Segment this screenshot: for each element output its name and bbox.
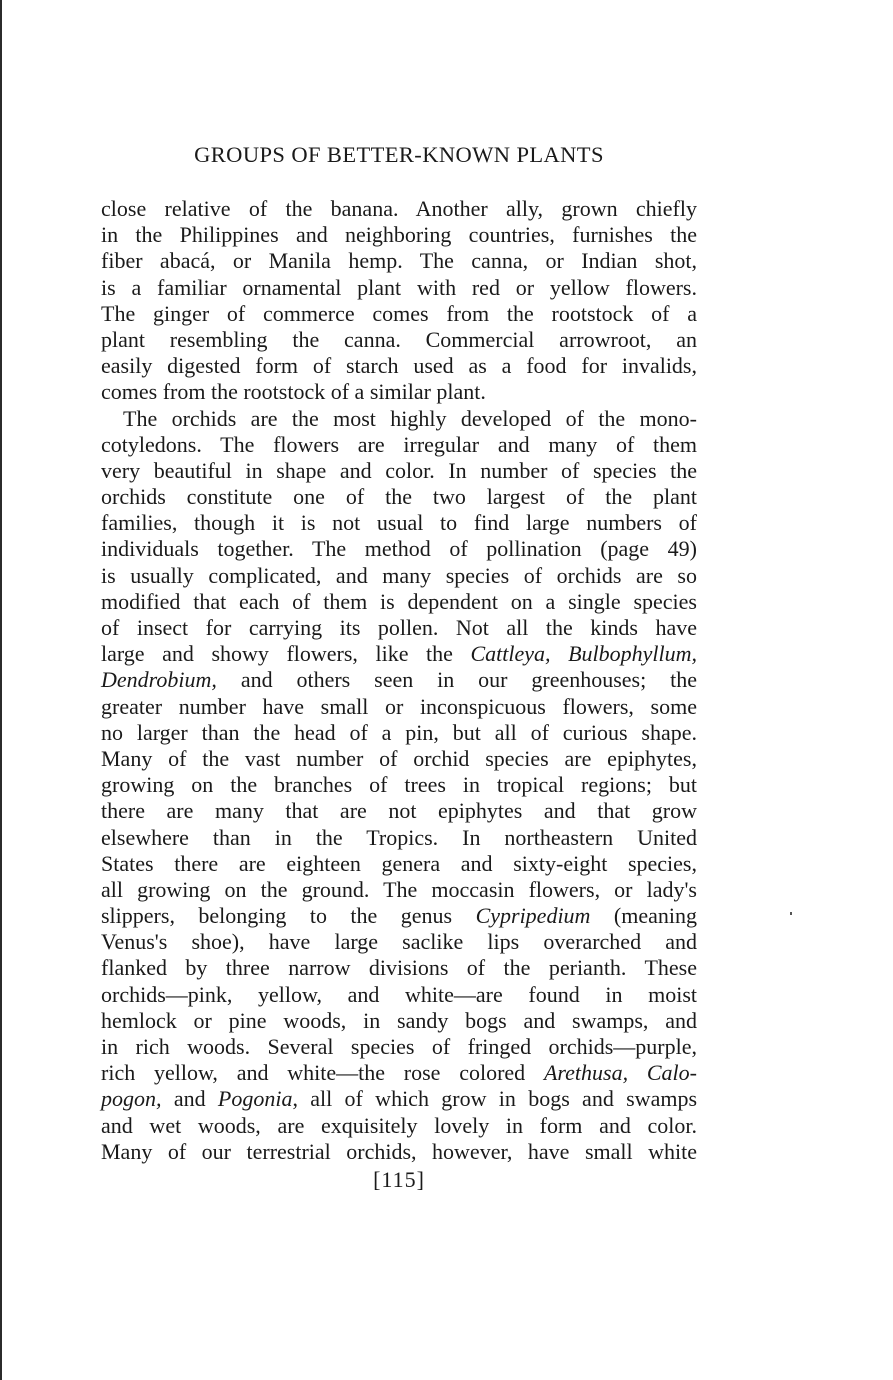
italic-genus-cattleya: Cattleya, — [470, 641, 551, 667]
text-line: comes from the rootstock of a similar plant. — [101, 379, 486, 405]
text-run: and — [173, 1086, 206, 1112]
text-line: growing on the branches of trees in tropical regions; but — [101, 772, 697, 798]
text-line — [101, 667, 697, 693]
text-line: The ginger of commerce comes from the rootstock of a — [101, 300, 697, 326]
text-line: no larger than the head of a pin, but all of curious shape. — [101, 719, 697, 745]
italic-genus-pogonia: Pogonia — [217, 1086, 293, 1112]
italic-genus-calopogon-end: pogon, — [101, 1086, 162, 1112]
text-line — [101, 1086, 697, 1112]
page-edge-shadow — [0, 0, 2, 1380]
text-line: plant resembling the canna. Commercial arrowroot, an — [101, 326, 697, 352]
italic-genus-calopogon-start: Calo- — [646, 1060, 697, 1086]
text-line: States there are eighteen genera and sixty-eight species, — [101, 850, 697, 876]
text-run: (meaning — [613, 903, 698, 929]
text-run: , all of which grow in bogs and swamps — [292, 1086, 698, 1112]
text-line: modified that each of them is dependent on a single species — [101, 588, 697, 614]
text-line: there are many that are not epiphytes and that grow — [101, 798, 697, 824]
italic-genus-arethusa: Arethusa, — [543, 1060, 629, 1086]
text-run: rich yellow, and white—the rose colored — [101, 1060, 526, 1086]
text-line: and wet woods, are exquisitely lovely in form and color. — [101, 1112, 697, 1138]
text-line: Many of the vast number of orchid species are epiphytes, — [101, 745, 697, 771]
italic-genus-dendrobium: Dendrobium, — [101, 667, 217, 693]
text-line — [101, 641, 697, 667]
body-text — [101, 196, 697, 1165]
text-line: in rich woods. Several species of fringed orchids—purple, — [101, 1034, 697, 1059]
text-line: elsewhere than in the Tropics. In northeastern United — [101, 824, 697, 850]
text-line: orchids constitute one of the two largest of the plant — [101, 484, 697, 510]
text-line: orchids—pink, yellow, and white—are found in moist — [101, 981, 697, 1007]
text-run: slippers, belonging to the genus — [101, 903, 453, 929]
text-line: hemlock or pine woods, in sandy bogs and swamps, and — [101, 1007, 697, 1033]
text-line: fiber abacá, or Manila hemp. The canna, or Indian shot, — [101, 248, 697, 274]
text-line — [101, 1060, 697, 1086]
text-line: all growing on the ground. The moccasin flowers, or lady's — [101, 876, 697, 902]
text-line: of insect for carrying its pollen. Not all the kinds have — [101, 615, 697, 640]
italic-genus-cypripedium: Cypripedium — [475, 903, 591, 929]
text-line: families, though it is not usual to find large numbers of — [101, 510, 697, 536]
text-line: cotyledons. The flowers are irregular and many of them — [101, 431, 697, 457]
text-run: and others seen in our greenhouses; the — [240, 667, 698, 693]
text-line: greater number have small or inconspicuous flowers, some — [101, 693, 697, 719]
paper-speck — [790, 912, 792, 915]
page-number: [115] — [373, 1167, 425, 1192]
text-line: very beautiful in shape and color. In number of species the — [101, 457, 697, 483]
text-line: Venus's shoe), have large saclike lips overarched and — [101, 929, 697, 955]
running-head: GROUPS OF BETTER-KNOWN PLANTS — [194, 142, 604, 167]
text-line: close relative of the banana. Another ally, grown chiefly — [101, 196, 697, 221]
text-line: Many of our terrestrial orchids, however, have small white — [101, 1138, 697, 1164]
text-line: flanked by three narrow divisions of the perianth. These — [101, 955, 697, 981]
text-line: in the Philippines and neighboring countries, furnishes the — [101, 222, 697, 248]
text-run: large and showy flowers, like the — [101, 641, 453, 667]
text-line: is usually complicated, and many species of orchids are so — [101, 562, 697, 588]
text-line — [101, 903, 697, 929]
text-line: individuals together. The method of pollination (page 49) — [101, 536, 697, 562]
text-line: is a familiar ornamental plant with red or yellow flowers. — [101, 274, 697, 300]
text-line: easily digested form of starch used as a food for invalids, — [101, 353, 697, 379]
text-line: The orchids are the most highly developed of the mono- — [123, 405, 697, 431]
italic-genus-bulbophyllum: Bulbophyllum, — [568, 641, 698, 667]
